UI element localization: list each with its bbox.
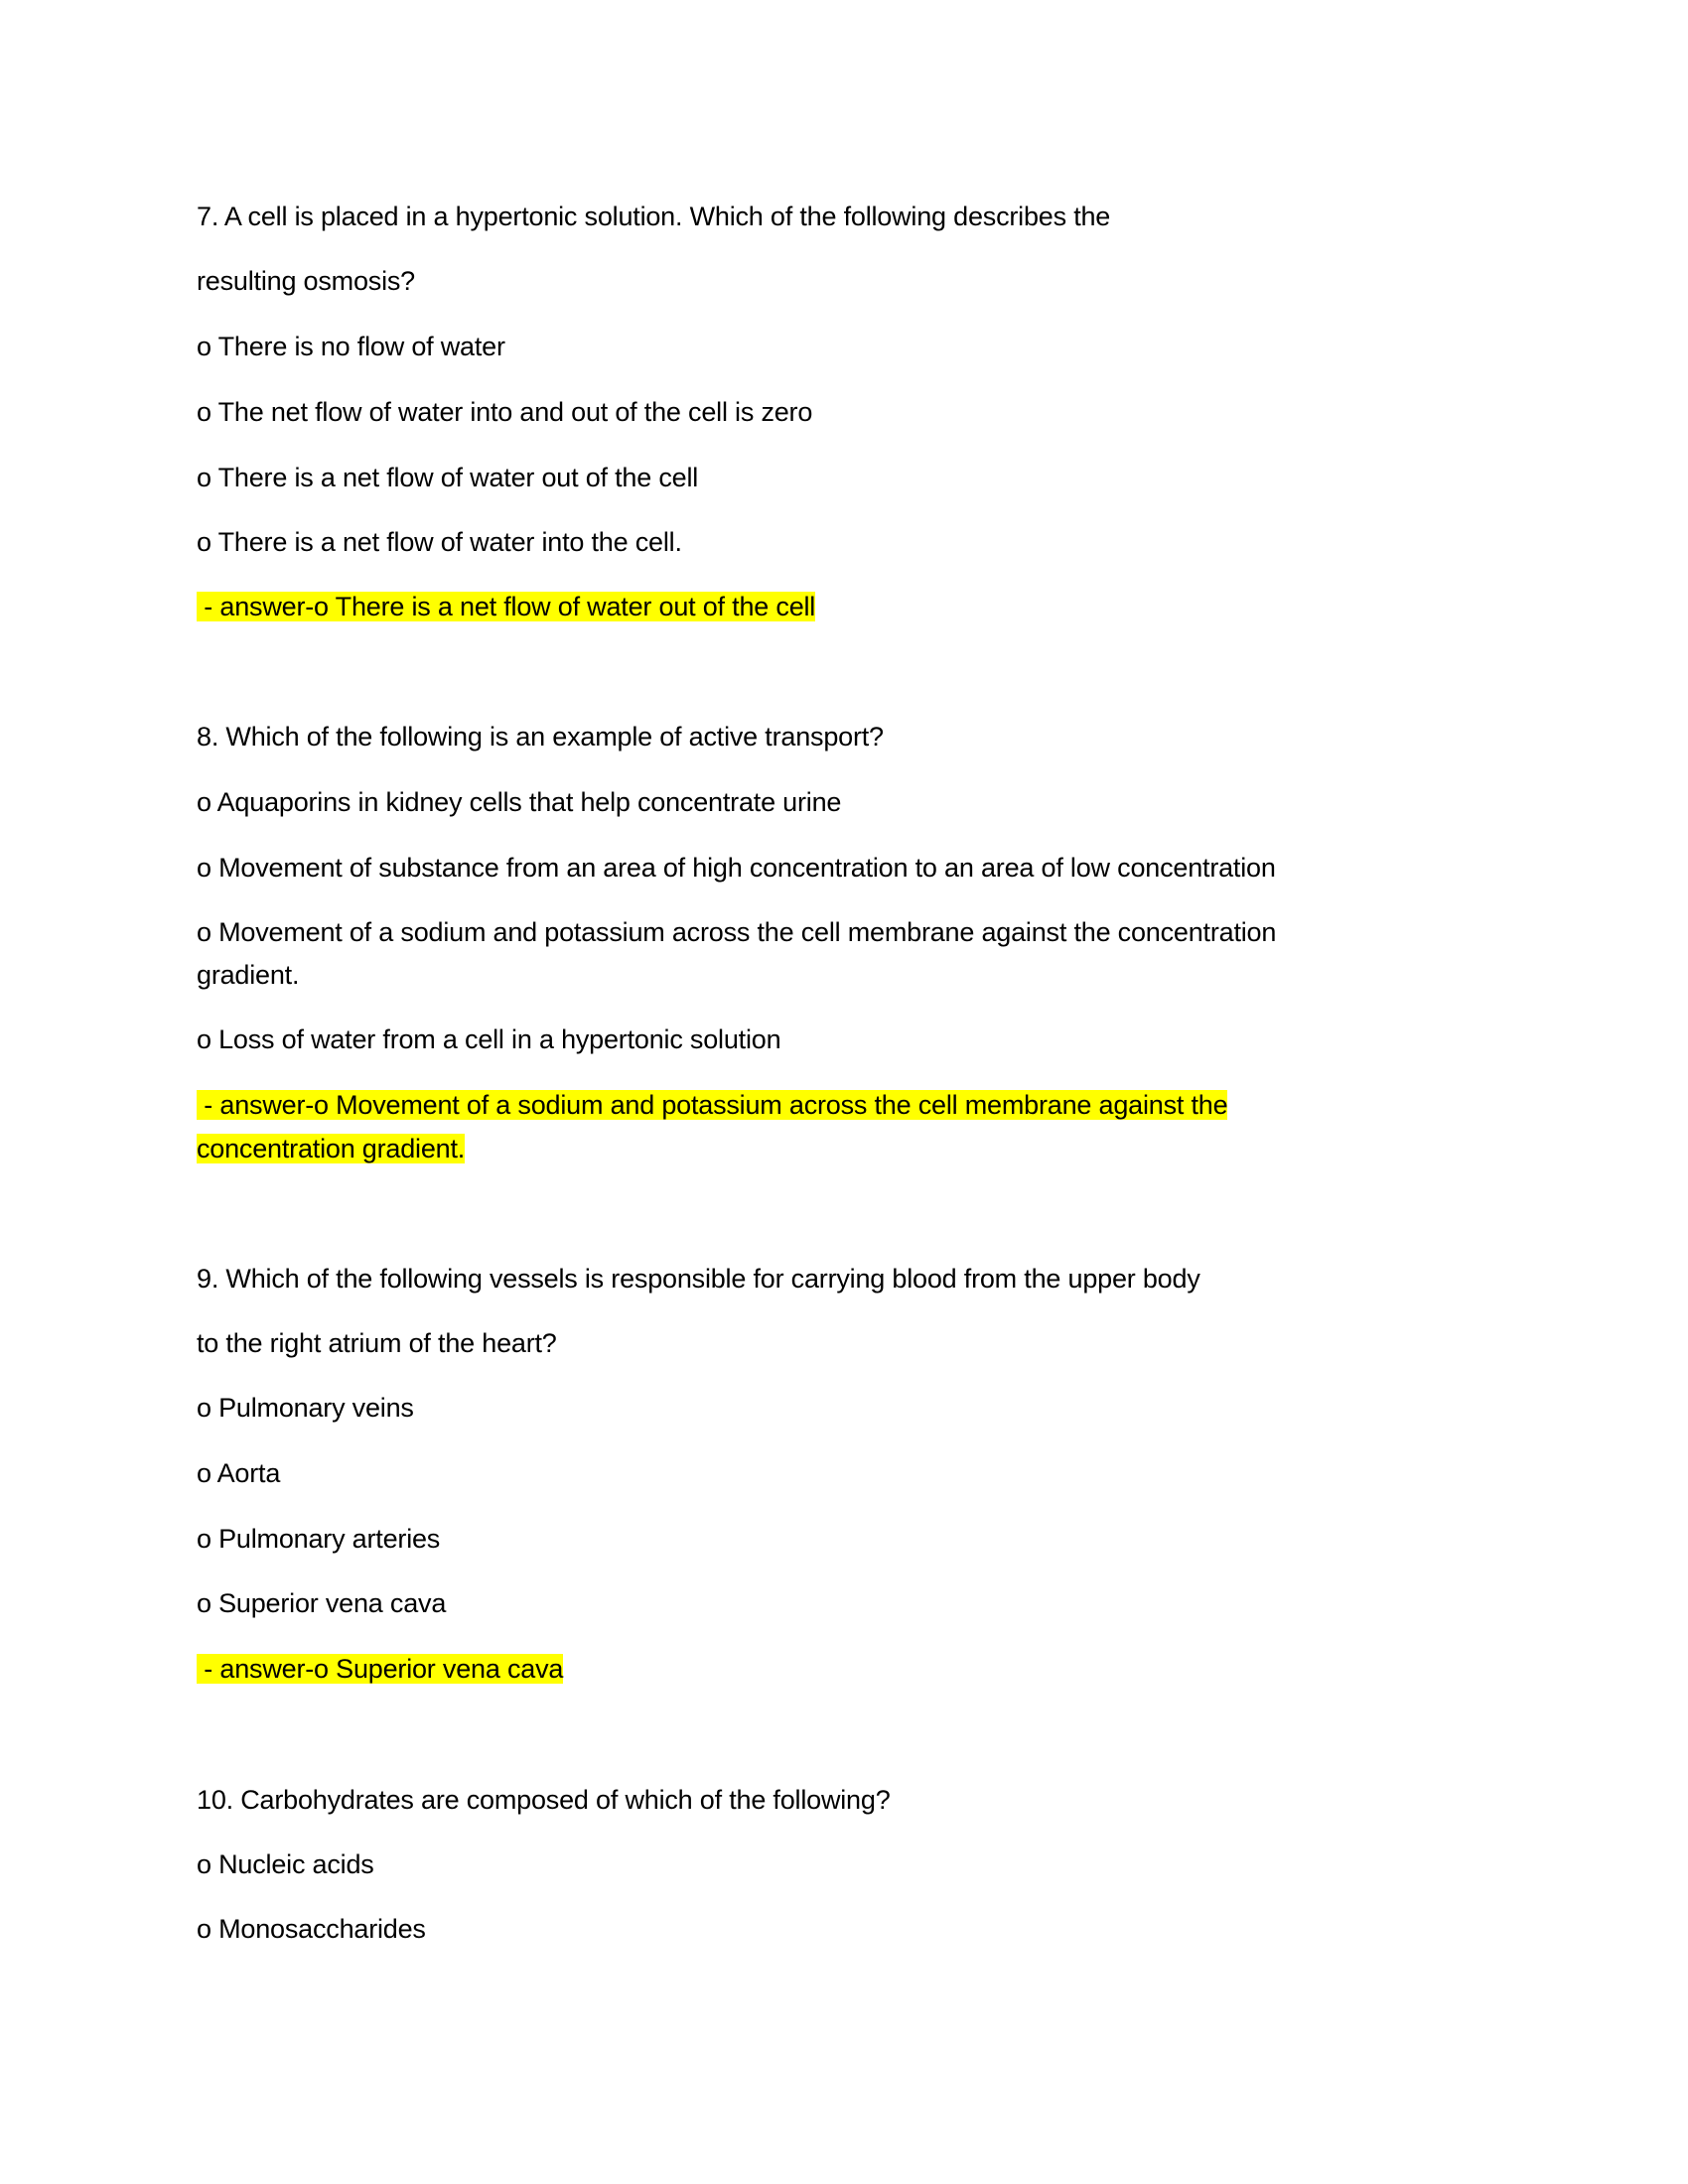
question-9-option-3: o Pulmonary arteries (197, 1524, 441, 1554)
question-9-option-4: o Superior vena cava (197, 1588, 447, 1618)
question-10-option-1: o Nucleic acids (197, 1849, 374, 1879)
question-7-option-4: o There is a net flow of water into the cell. (197, 527, 682, 557)
answer-highlight: - answer-o Superior vena cava (197, 1654, 564, 1684)
question-8-option-3-cont: gradient. (197, 960, 300, 990)
question-7-option-1: o There is no flow of water (197, 332, 505, 361)
question-8-option-3: o Movement of a sodium and potassium across the cell membrane against the concentration (197, 917, 1277, 947)
answer-highlight: - answer-o Movement of a sodium and potassium across the cell membrane against the (197, 1090, 1228, 1120)
question-7-option-2: o The net flow of water into and out of the cell is zero (197, 397, 813, 427)
answer-highlight: concentration gradient. (197, 1134, 466, 1163)
answer-highlight: - answer-o There is a net flow of water out of the cell (197, 592, 816, 621)
question-9-stem-cont: to the right atrium of the heart? (197, 1328, 557, 1358)
question-7-option-3: o There is a net flow of water out of the cell (197, 463, 699, 492)
question-8-stem: 8. Which of the following is an example of active transport? (197, 722, 884, 751)
question-8-option-2: o Movement of substance from an area of high concentration to an area of low concentration (197, 853, 1276, 883)
question-9-stem: 9. Which of the following vessels is responsible for carrying blood from the upper body (197, 1264, 1200, 1294)
question-8-answer-cont (197, 1131, 465, 1166)
question-7-stem-cont: resulting osmosis? (197, 266, 415, 296)
question-10-stem: 10. Carbohydrates are composed of which of the following? (197, 1785, 891, 1815)
question-7-answer (197, 589, 815, 624)
question-10-option-2: o Monosaccharides (197, 1914, 426, 1944)
question-9-option-1: o Pulmonary veins (197, 1393, 414, 1423)
question-7-stem: 7. A cell is placed in a hypertonic solution. Which of the following describes the (197, 202, 1111, 231)
question-8-option-1: o Aquaporins in kidney cells that help concentrate urine (197, 787, 842, 817)
question-9-option-2: o Aorta (197, 1458, 281, 1488)
question-8-answer (197, 1087, 1227, 1123)
question-9-answer (197, 1651, 563, 1687)
question-8-option-4: o Loss of water from a cell in a hypertonic solution (197, 1024, 781, 1054)
